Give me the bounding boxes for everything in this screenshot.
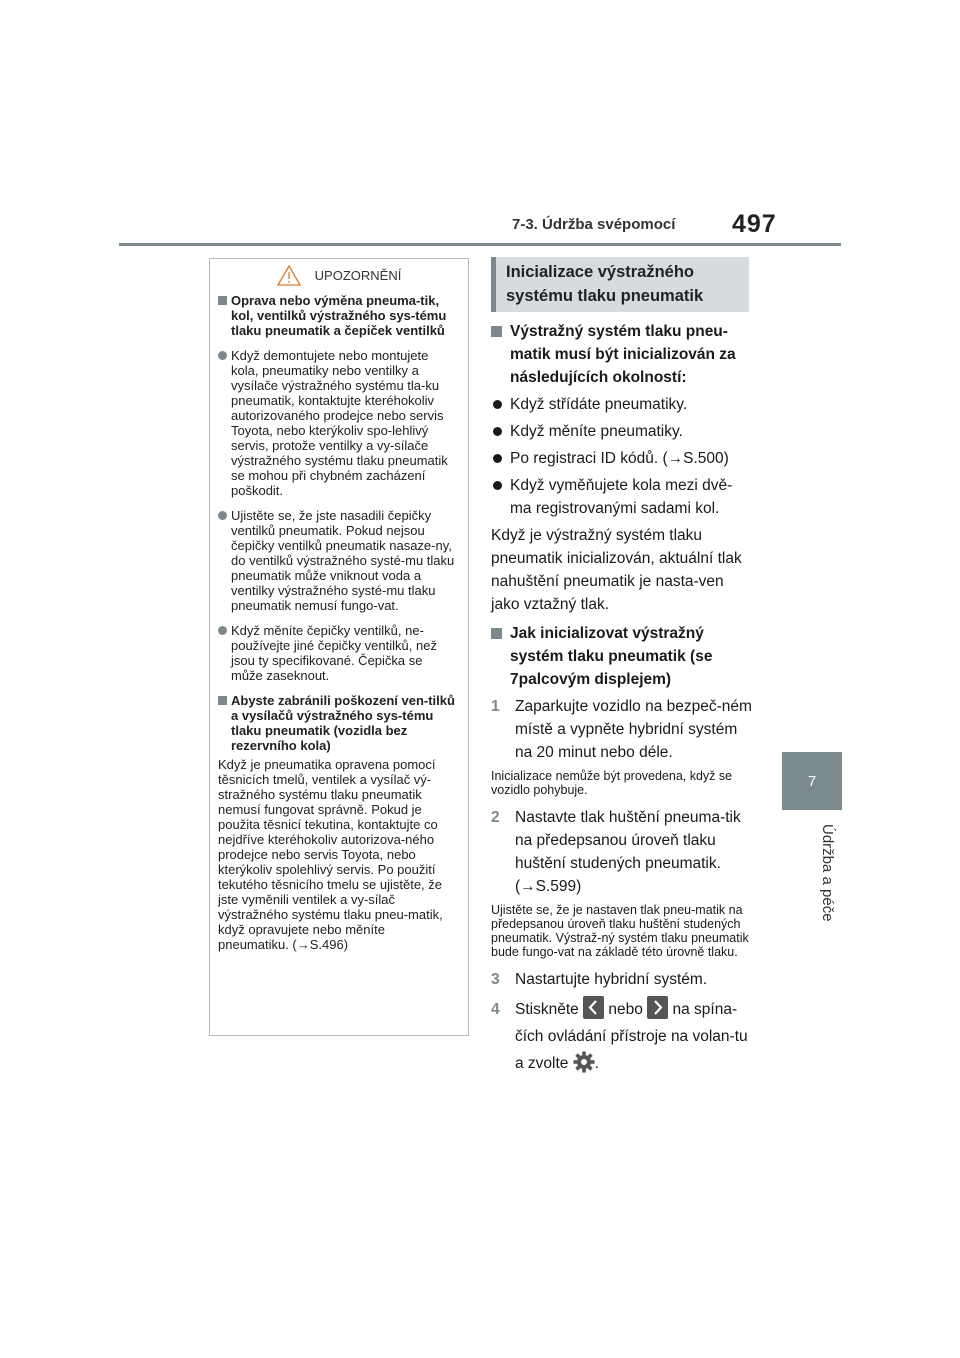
step-number: 1 xyxy=(491,698,500,715)
warning-item: Když měníte čepičky ventilků, ne-používejte jiné čepičky ventilků, než jsou ty specifikované. Čepička se může zaseknout. xyxy=(218,623,456,683)
square-bullet-icon xyxy=(491,628,502,639)
step: 3 Nastartujte hybridní systém. xyxy=(491,968,753,991)
warning-closing-text: Když je pneumatika opravena pomocí těsnicích tmelů, ventilek a vysílač vý-stražného systému tlaku pneumatik nemusí fungovat správně. Pokud je použita těsnicí tekutina, kontaktujte co nejdříve kteréhokoliv autorizova-ného prodejce nebo servis Toyota, nebo kterýkoliv spolehlivý servis. Po použití tekutého těsnicího tmelu se ujistěte, že jste vyměnili ventilek a vy-sílač výstražného systému tlaku pneu-matik, když opravujete nebo měníte pneumatiku. (→S.496) xyxy=(218,757,443,952)
chevron-left-icon xyxy=(583,996,604,1019)
step-number: 3 xyxy=(491,971,500,988)
step-number: 2 xyxy=(491,809,500,826)
chevron-right-icon xyxy=(647,996,668,1019)
chapter-label: Údržba a péče xyxy=(819,824,836,922)
warning-item-heading: Abyste zabránili poškození ven-tilků a vysílačů výstražného sys-tému tlaku pneumatik (vozidla bez rezervního kola) xyxy=(218,693,456,753)
dot-bullet-icon xyxy=(218,626,227,635)
right-column xyxy=(491,320,753,1082)
step: 1 Zaparkujte vozidlo na bezpeč-ném místě a vypněte hybridní systém na 20 minut nebo déle. xyxy=(491,695,753,764)
paragraph: Když je výstražný systém tlaku pneumatik inicializován, aktuální tlak nahuštění pneumatik je nasta-ven jako vztažný tlak. xyxy=(491,527,742,613)
dot-bullet-icon xyxy=(493,400,502,409)
section-title: Inicializace výstražného systému tlaku pneumatik xyxy=(491,257,749,312)
step: 4 Stiskněte nebo na spína-čích ovládání přístroje na volan-tu a zvolte . xyxy=(491,996,753,1077)
dot-bullet-icon xyxy=(218,351,227,360)
header-section: 7-3. Údržba svépomocí xyxy=(512,216,676,233)
dot-bullet-icon xyxy=(493,481,502,490)
square-bullet-icon xyxy=(218,696,227,705)
warning-box xyxy=(209,258,469,1036)
step: 2 Nastavte tlak huštění pneuma-tik na předepsanou úroveň tlaku huštění studených pneumatik. (→S.599) xyxy=(491,806,753,898)
dot-bullet-icon xyxy=(493,427,502,436)
list-item: Když vyměňujete kola mezi dvě-ma registrovanými sadami kol. xyxy=(491,474,753,520)
warning-header xyxy=(210,259,468,287)
list-item: Když střídáte pneumatiky. xyxy=(491,393,753,416)
subheading: Výstražný systém tlaku pneu-matik musí být inicializován za následujících okolností: xyxy=(491,320,753,389)
warning-title: UPOZORNĚNÍ xyxy=(314,267,402,283)
chapter-tab[interactable]: 7 xyxy=(782,752,842,810)
warning-item-heading: Oprava nebo výměna pneuma-tik, kol, ventilků výstražného sys-tému tlaku pneumatik a čepiček ventilků xyxy=(218,293,456,338)
step-number: 4 xyxy=(491,1001,500,1018)
dot-bullet-icon xyxy=(493,454,502,463)
dot-bullet-icon xyxy=(218,511,227,520)
list-item: Po registraci ID kódů. (→S.500) xyxy=(491,447,753,470)
warning-item: Když demontujete nebo montujete kola, pneumatiky nebo ventilky a vysílače výstražného systému tla-ku pneumatik, kontaktujte kteréhokoliv autorizovaného prodejce nebo servis Toyota, nebo kterýkoliv spo-lehlivý servis, protože ventilky a vy-sílače výstražného systému tlaku pneumatik se mohou při chybném zacházení poškodit. xyxy=(218,348,456,498)
header-rule xyxy=(119,243,841,246)
subheading: Jak inicializovat výstražný systém tlaku pneumatik (se 7palcovým displejem) xyxy=(491,622,753,691)
square-bullet-icon xyxy=(491,326,502,337)
warning-item: Ujistěte se, že jste nasadili čepičky ventilků pneumatik. Pokud nejsou čepičky ventilků pneumatik nasaze-ny, do ventilků výstražného systé-mu tlaku pneumatik může vniknout voda a ventilky výstražného systé-mu tlaku pneumatik nemusí fungo-vat. xyxy=(218,508,456,613)
warning-body xyxy=(210,287,468,952)
warning-triangle-icon xyxy=(277,265,301,286)
square-bullet-icon xyxy=(218,296,227,305)
step-note: Inicializace nemůže být provedena, když se vozidlo pohybuje. xyxy=(491,769,733,797)
step-note: Ujistěte se, že je nastaven tlak pneu-matik na předepsanou úroveň tlaku huštění studených pneumatik. Výstraž-ný systém tlaku pneumatik bude fungo-vat na základě této úrovně tlaku. xyxy=(491,903,749,959)
list-item: Když měníte pneumatiky. xyxy=(491,420,753,443)
gear-icon xyxy=(573,1051,595,1073)
page-number: 497 xyxy=(732,210,777,238)
